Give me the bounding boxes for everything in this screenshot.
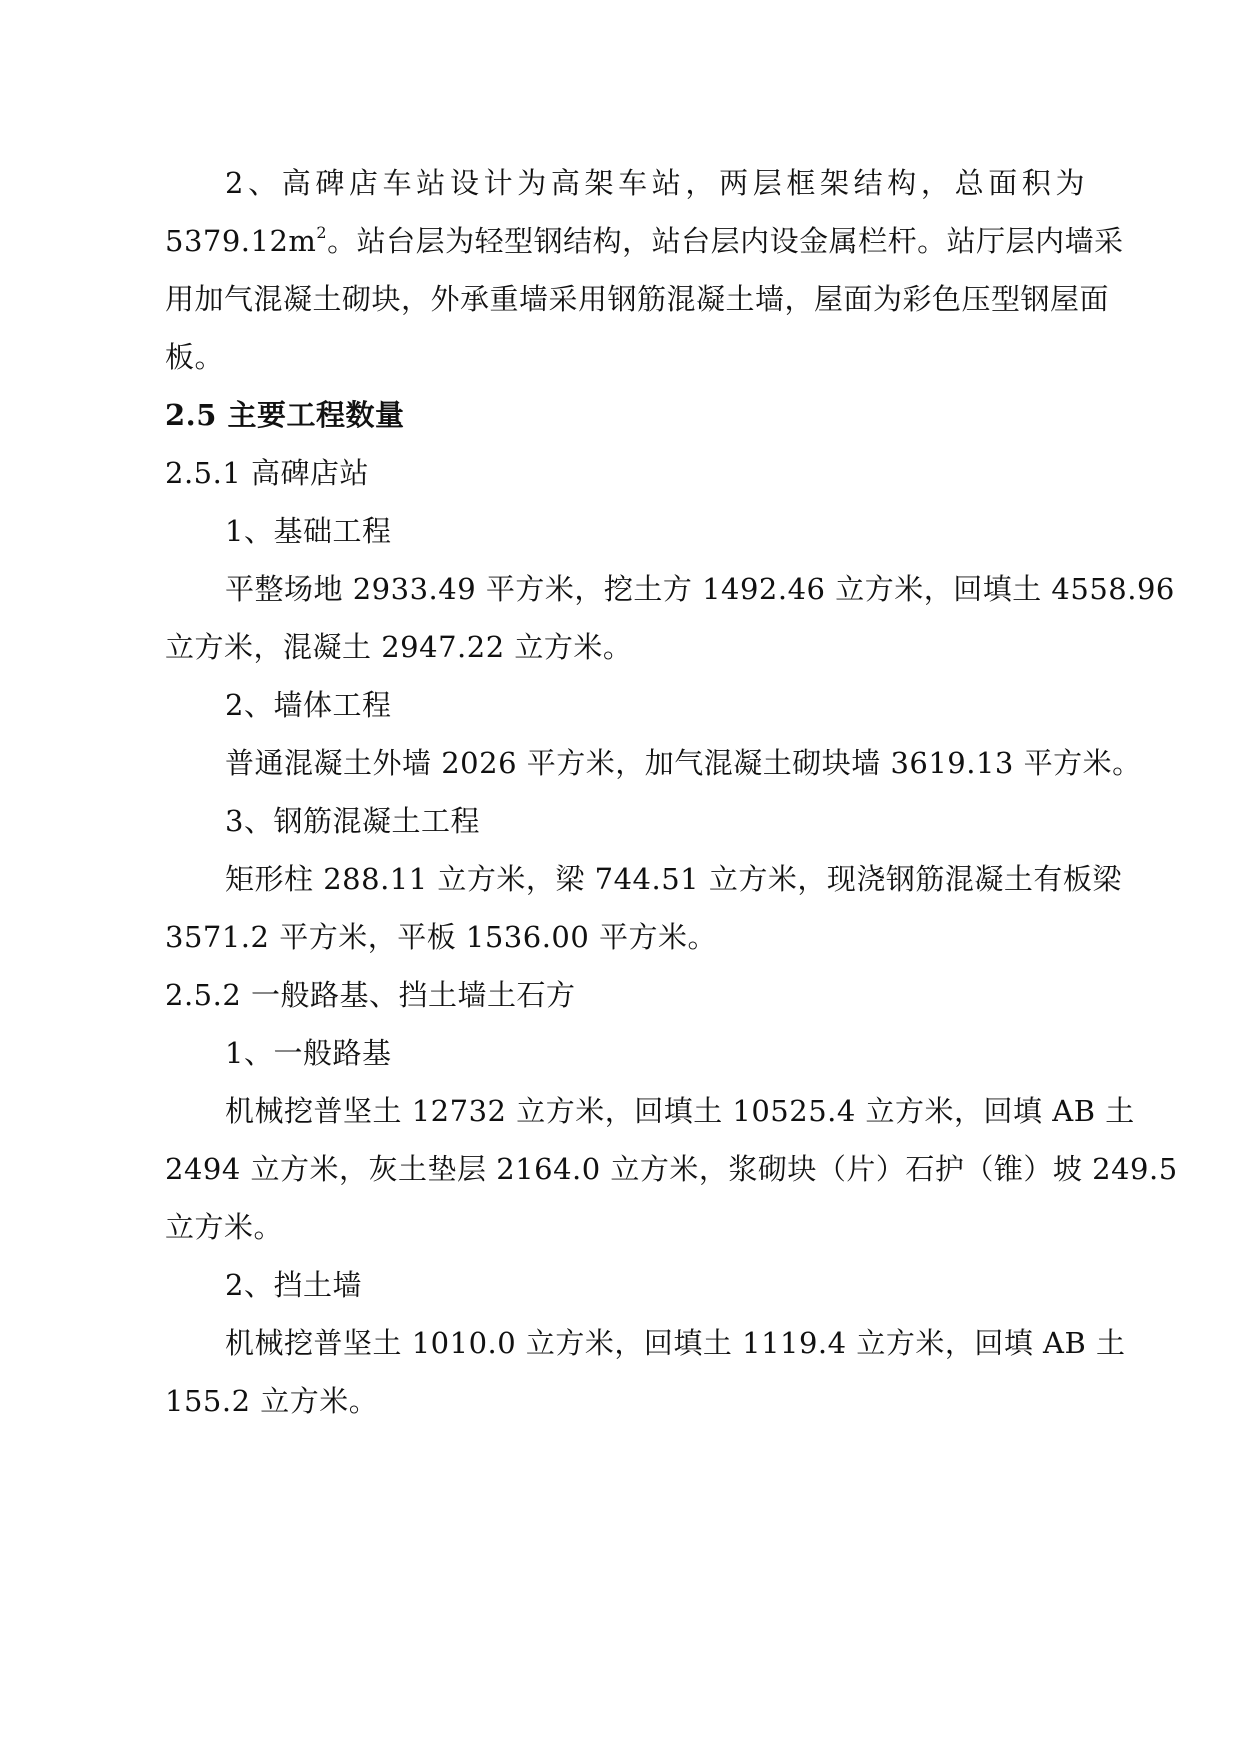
foundation-line-1: 平整场地 2933.49 平方米，挖土方 1492.46 立方米，回填土 4558.96: [225, 572, 1175, 606]
concrete-line-1: 矩形柱 288.11 立方米，梁 744.51 立方米，现浇钢筋混凝土有板梁: [225, 862, 1122, 896]
intro-paragraph-line-2: [165, 221, 1124, 261]
item-heading-wall: 2、墙体工程: [225, 688, 392, 722]
subgrade-line-1: 机械挖普坚土 12732 立方米，回填土 10525.4 立方米，回填 AB 土: [225, 1094, 1135, 1128]
intro-paragraph-line-4: 板。: [165, 340, 225, 374]
subsection-heading-2: 2.5.2 一般路基、挡土墙土石方: [165, 978, 576, 1012]
item-heading-foundation: 1、基础工程: [225, 514, 392, 548]
item-heading-concrete: 3、钢筋混凝土工程: [225, 804, 480, 838]
foundation-line-2: 立方米，混凝土 2947.22 立方米。: [165, 630, 633, 664]
subgrade-line-2: 2494 立方米，灰土垫层 2164.0 立方米，浆砌块（片）石护（锥）坡 249.5: [165, 1152, 1178, 1186]
intro-paragraph-line-1: 2、高碑店车站设计为高架车站，两层框架结构，总面积为: [225, 166, 1085, 200]
subsection-heading-1: 2.5.1 高碑店站: [165, 456, 370, 490]
intro-line-2-rest: 。站台层为轻型钢结构，站台层内设金属栏杆。站厅层内墙采: [327, 224, 1124, 258]
area-value: 5379.12m: [165, 224, 317, 258]
retaining-wall-line-1: 机械挖普坚土 1010.0 立方米，回填土 1119.4 立方米，回填 AB 土: [225, 1326, 1126, 1360]
section-heading: 2.5 主要工程数量: [165, 398, 405, 432]
item-heading-subgrade: 1、一般路基: [225, 1036, 392, 1070]
retaining-wall-line-2: 155.2 立方米。: [165, 1384, 379, 1418]
area-unit-superscript: 2: [316, 223, 328, 243]
item-heading-retaining-wall: 2、挡土墙: [225, 1268, 362, 1302]
intro-paragraph-line-3: 用加气混凝土砌块，外承重墙采用钢筋混凝土墙，屋面为彩色压型钢屋面: [165, 282, 1110, 316]
wall-line-1: 普通混凝土外墙 2026 平方米，加气混凝土砌块墙 3619.13 平方米。: [225, 746, 1142, 780]
subgrade-line-3: 立方米。: [165, 1210, 284, 1244]
concrete-line-2: 3571.2 平方米，平板 1536.00 平方米。: [165, 920, 718, 954]
